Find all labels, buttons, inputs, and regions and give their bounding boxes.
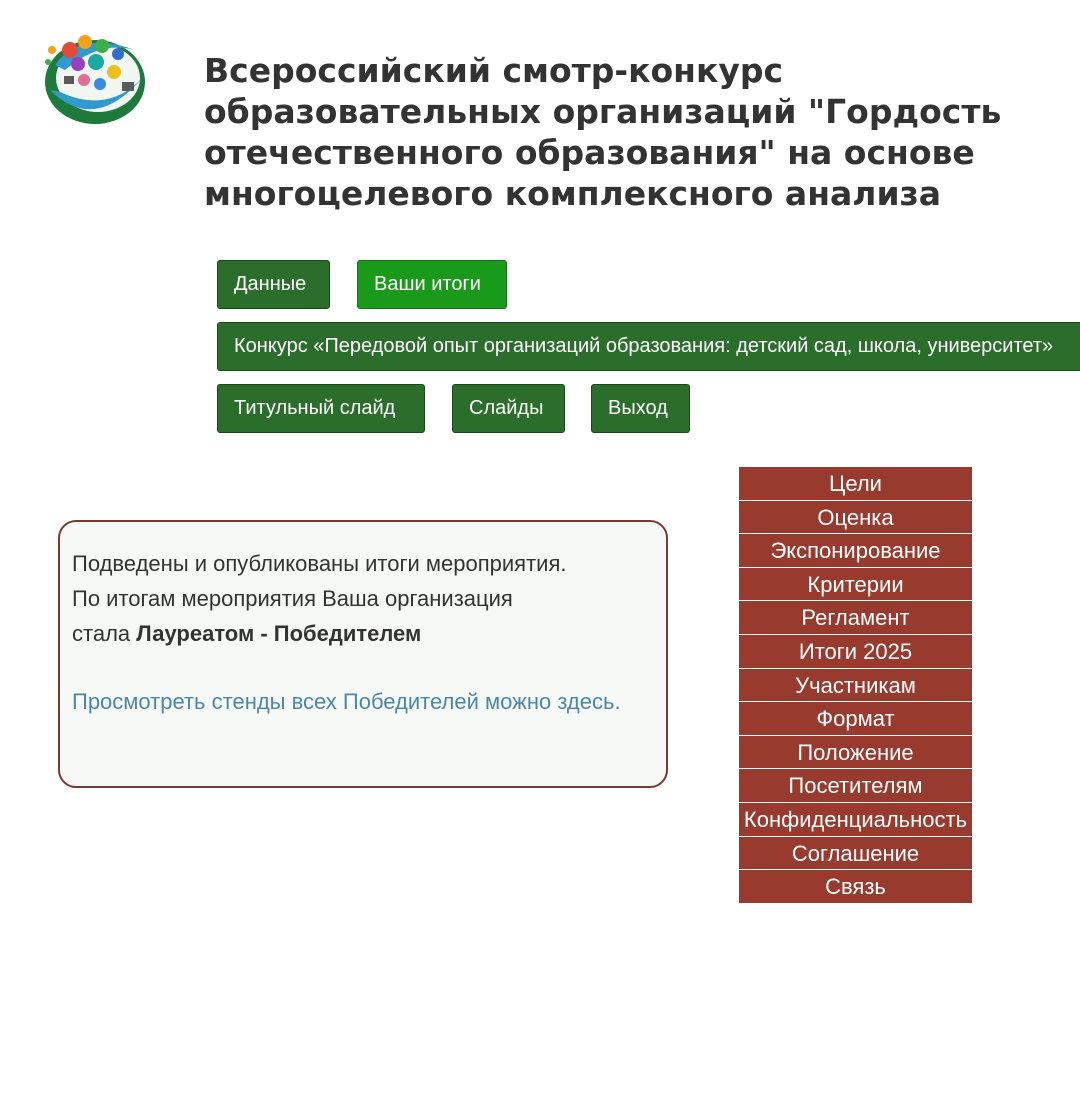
result-announcement: Подведены и опубликованы итоги мероприятия. bbox=[72, 551, 567, 576]
side-menu-item-format[interactable]: Формат bbox=[739, 702, 972, 736]
side-menu bbox=[739, 467, 972, 904]
result-status-prefix: стала bbox=[72, 621, 137, 646]
result-card bbox=[58, 520, 668, 788]
side-menu-item-evaluation[interactable]: Оценка bbox=[739, 501, 972, 535]
side-menu-item-participants[interactable]: Участникам bbox=[739, 669, 972, 703]
data-button[interactable]: Данные bbox=[217, 260, 330, 309]
side-menu-item-exhibiting[interactable]: Экспонирование bbox=[739, 534, 972, 568]
side-menu-item-contact[interactable]: Связь bbox=[739, 870, 972, 904]
result-organization-line: По итогам мероприятия Ваша организация bbox=[72, 586, 513, 611]
side-menu-item-statute[interactable]: Положение bbox=[739, 736, 972, 770]
slides-button[interactable]: Слайды bbox=[452, 384, 565, 433]
title-slide-button[interactable]: Титульный слайд bbox=[217, 384, 425, 433]
exit-button[interactable]: Выход bbox=[591, 384, 690, 433]
side-menu-item-goals[interactable]: Цели bbox=[739, 467, 972, 501]
side-menu-item-results-2025[interactable]: Итоги 2025 bbox=[739, 635, 972, 669]
side-menu-item-privacy[interactable]: Конфиденциальность bbox=[739, 803, 972, 837]
your-results-button[interactable]: Ваши итоги bbox=[357, 260, 507, 309]
result-status-line bbox=[72, 616, 654, 651]
result-spacer bbox=[72, 651, 654, 684]
result-status: Лауреатом - Победителем bbox=[136, 621, 422, 646]
winners-stands-link[interactable]: Просмотреть стенды всех Победителей можно здесь. bbox=[72, 689, 621, 714]
contest-button[interactable]: Конкурс «Передовой опыт организаций образования: детский сад, школа, университет» bbox=[217, 322, 1080, 371]
side-menu-item-agreement[interactable]: Соглашение bbox=[739, 837, 972, 871]
globe-education-logo-icon[interactable] bbox=[40, 20, 150, 130]
page-title: Всероссийский смотр-конкурс образовательных организаций "Гордость отечественного образования" на основе многоцелевого комплексного анализа bbox=[204, 51, 1002, 213]
side-menu-item-regulations[interactable]: Регламент bbox=[739, 601, 972, 635]
side-menu-item-visitors[interactable]: Посетителям bbox=[739, 769, 972, 803]
side-menu-item-criteria[interactable]: Критерии bbox=[739, 568, 972, 602]
